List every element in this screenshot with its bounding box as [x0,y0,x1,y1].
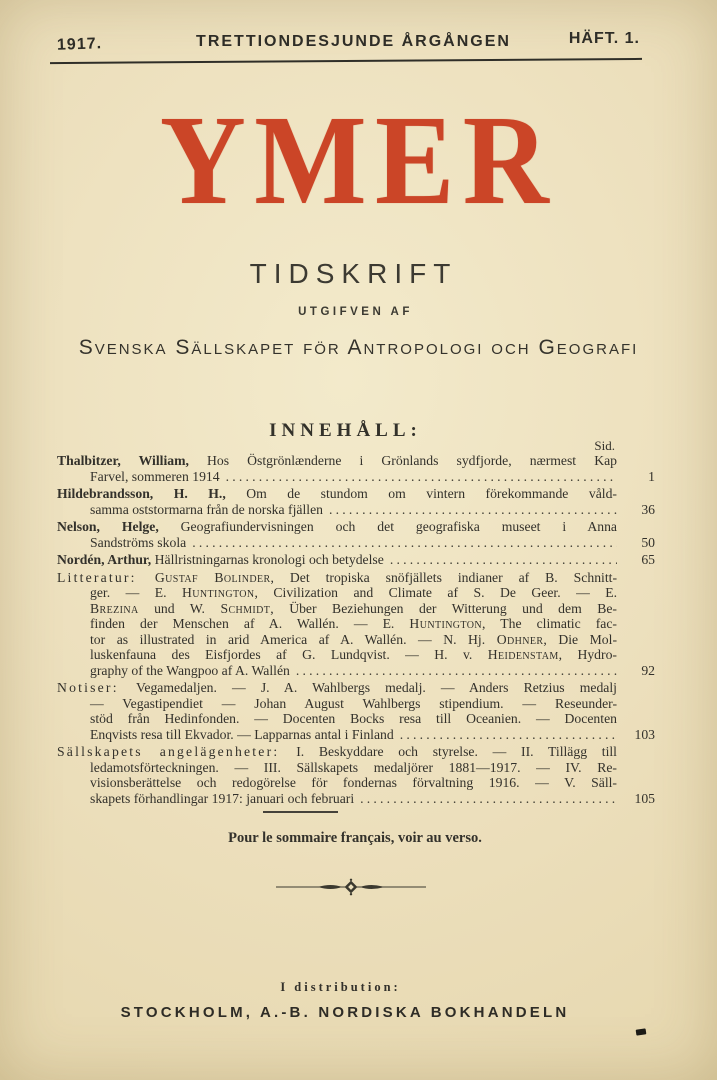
issue-year: 1917. [56,35,103,54]
toc-heading: INNEHÅLL: [269,420,422,441]
toc-entry: Nordén, Arthur, Hällristningarnas kronologi och betydelse ..... 65 [57,552,655,568]
toc-end-rule [263,811,338,813]
distribution-label: I distribution: [280,980,401,994]
toc-page-number: 92 [641,662,655,678]
society-name: Svenska Sällskapet för Antropologi och Geografi [78,336,639,359]
toc-entry: Hildebrandsson, H. H., Om de stundom om vintern förekommande våld- samma oststormarna från de norska fjällen ..... 36 [57,486,655,517]
ink-spot [636,1028,647,1035]
toc-page-number: 103 [634,726,655,742]
toc-entry: Notiser: Vegamedaljen. — J. A. Wahlbergs medalj. — Anders Retzius medalj — Vegastipendiet — Johan August Wahlbergs stipendium. — Reseunder- stöd från Hedinfonden. — Docenten Bocks resa till Oceanien. — Docenten Enqvists resa till Ekvador. — Lapparnas antal i Finland ..... 103 [57,680,655,742]
toc-page-number: 105 [634,790,655,806]
toc-page-number: 50 [641,534,655,550]
french-summary-note: Pour le sommaire français, voir au verso. [228,830,482,846]
page-column-label: Sid. [594,438,615,453]
journal-title: YMER [159,89,558,231]
toc-entry: Thalbitzer, William, Hos Östgrönlænderne i Grönlands sydfjorde, nærmest Kap Farvel, sommeren 1914 ..... 1 [57,453,655,484]
toc-entries [57,453,655,808]
journal-subtitle: TIDSKRIFT [249,258,458,289]
toc-page-number: 36 [641,501,655,517]
toc-entry: Nelson, Helge, Geografiundervisningen och det geografiska museet i Anna Sandströms skola ..... 50 [57,519,655,550]
dot-leader [390,552,617,568]
issue-number: HÄFT. 1. [568,30,640,47]
volume-label: TRETTIONDESJUNDE ÅRGÅNGEN [196,33,511,50]
toc-entry: Litteratur: Gustaf Bolinder, Det tropiska snöfjällets indianer af B. Schnitt- ger. — E. Huntington, Civilization and Climate af S. De Geer. — E. Brezina und W. Schmidt, Über Beziehungen der Witterung und dem Be- finden der Menschen af A. Wallén. — E. Huntington, The climatic fac- tor as illustrated in arid America af A. Wallén. — N. Hj. Odhner, Die Mol- luskenfauna des Eisfjordes af G. Lundqvist. — H. v. Heidenstam, Hydro- graphy of the Wangpoo af A. Wallén ..... 92 [57,570,655,679]
dot-leader [226,469,617,485]
dot-leader [192,535,617,551]
toc-page-number: 65 [641,552,655,567]
published-by-label: UTGIFVEN AF [298,306,413,318]
header-rule [50,58,642,64]
dot-leader [360,791,617,807]
toc-entry: Sällskapets angelägenheter: I. Beskyddare och styrelse. — II. Tillägg till ledamotsförteckningen. — III. Sällskapets medaljörer 1881—1917. — IV. Re- visionsberättelse och redogörelse för fondernas förvaltning 1916. — V. Säll- skapets förhandlingar 1917: januari och februari ..... 105 [57,744,655,806]
dot-leader [329,502,617,518]
dot-leader [400,727,617,743]
ornament-divider [276,878,426,896]
dot-leader [296,663,617,679]
toc-page-number: 1 [648,468,655,484]
publisher-line: STOCKHOLM, A.-B. NORDISKA BOKHANDELN [120,1004,570,1021]
